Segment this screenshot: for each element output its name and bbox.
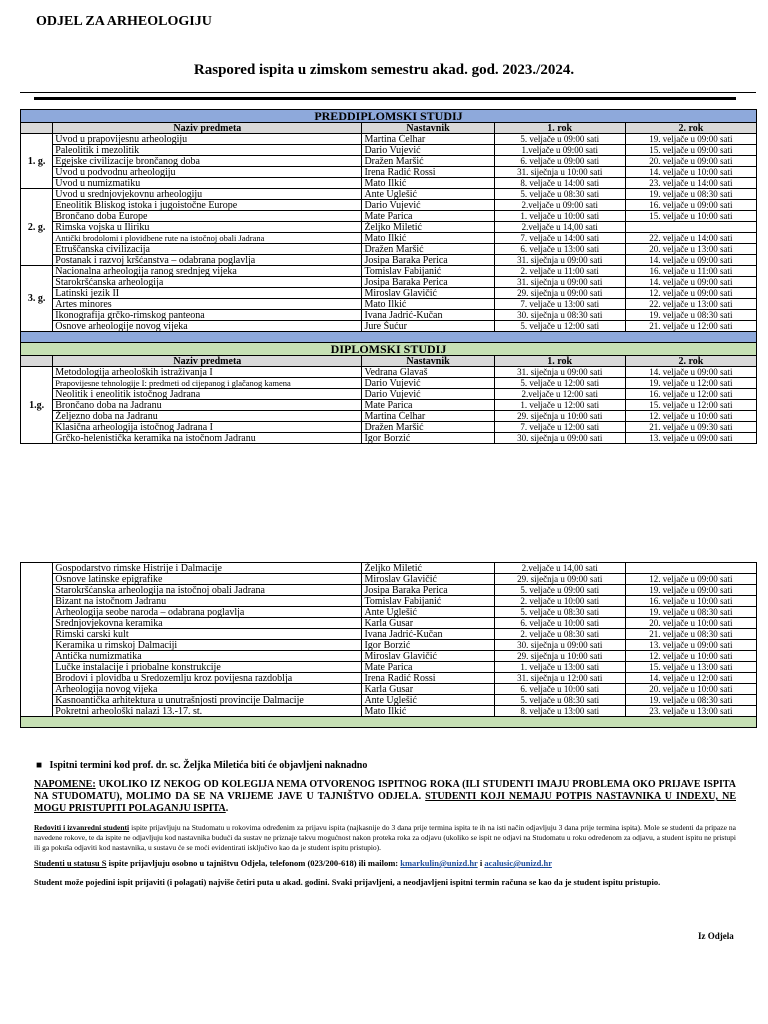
round1-cell: 29. siječnja u 10:00 sati bbox=[494, 411, 625, 422]
teacher-cell: Dražen Maršić bbox=[362, 422, 494, 433]
teacher-cell: Dario Vujević bbox=[362, 200, 494, 211]
round1-cell: 8. veljače u 13:00 sati bbox=[494, 706, 625, 717]
teacher-cell: Ante Uglešić bbox=[362, 607, 494, 618]
round1-cell: 31. siječnja u 09:00 sati bbox=[494, 277, 625, 288]
round2-cell: 20. veljače u 10:00 sati bbox=[625, 618, 756, 629]
signature: Iz Odjela bbox=[698, 931, 734, 941]
teacher-cell: Mato Ilkić bbox=[362, 299, 494, 310]
subject-cell: Rimski carski kult bbox=[53, 629, 362, 640]
round2-cell: 12. veljače u 09:00 sati bbox=[625, 288, 756, 299]
round2-cell: 14. veljače u 09:00 sati bbox=[625, 255, 756, 266]
table-row bbox=[21, 310, 757, 321]
round2-cell: 15. veljače u 13:00 sati bbox=[625, 662, 756, 673]
teacher-cell: Martina Čelhar bbox=[362, 134, 494, 145]
header-divider-thin bbox=[20, 92, 756, 93]
round1-cell: 7. veljače u 13:00 sati bbox=[494, 299, 625, 310]
subject-cell: Artes minores bbox=[53, 299, 362, 310]
round2-cell: 12. veljače u 10:00 sati bbox=[625, 651, 756, 662]
subject-cell: Osnove latinske epigrafike bbox=[53, 574, 362, 585]
round2-cell: 14. veljače u 09:00 sati bbox=[625, 277, 756, 288]
email-conjunction: i bbox=[477, 858, 485, 868]
round2-cell: 22. veljače u 13:00 sati bbox=[625, 299, 756, 310]
year-cell-empty bbox=[21, 563, 53, 717]
teacher-cell: Tomislav Fabijanić bbox=[362, 596, 494, 607]
teacher-cell: Mate Parica bbox=[362, 211, 494, 222]
round2-cell: 19. veljače u 08:30 sati bbox=[625, 695, 756, 706]
napomene-end: . bbox=[225, 803, 229, 814]
teacher-cell: Jure Šućur bbox=[362, 321, 494, 332]
round2-cell: 13. veljače u 09:00 sati bbox=[625, 433, 756, 444]
subject-cell: Uvod u prapovijesnu arheologiju bbox=[53, 134, 362, 145]
subject-cell: Etruščanska civilizacija bbox=[53, 244, 362, 255]
round2-cell: 20. veljače u 13:00 sati bbox=[625, 244, 756, 255]
teacher-cell: Dario Vujević bbox=[362, 378, 494, 389]
round1-cell: 5. veljače u 12:00 sati bbox=[494, 378, 625, 389]
teacher-cell: Miroslav Glavičić bbox=[362, 574, 494, 585]
round2-cell: 19. veljače u 12:00 sati bbox=[625, 378, 756, 389]
table-row bbox=[21, 266, 757, 277]
graduate-subject-column-header: Naziv predmeta bbox=[53, 356, 362, 367]
round1-cell: 6. veljače u 09:00 sati bbox=[494, 156, 625, 167]
round2-cell: 20. veljače u 10:00 sati bbox=[625, 684, 756, 695]
round1-cell: 5. veljače u 08:30 sati bbox=[494, 695, 625, 706]
status-s-text: ispite prijavljuju osobno u tajništvu Odjela, telefonom (023/200-618) ili mailom: bbox=[106, 858, 401, 868]
subject-cell: Rimska vojska u Iliriku bbox=[53, 222, 362, 233]
round1-cell: 31. siječnja u 09:00 sati bbox=[494, 367, 625, 378]
page-title: Raspored ispita u zimskom semestru akad. god. 2023./2024. bbox=[193, 62, 575, 78]
table-row bbox=[21, 411, 757, 422]
round2-cell: 21. veljače u 12:00 sati bbox=[625, 321, 756, 332]
teacher-cell: Tomislav Fabijanić bbox=[362, 266, 494, 277]
teacher-cell: Ante Uglešić bbox=[362, 695, 494, 706]
subject-cell: Prapovijesne tehnologije I: predmeti od cijepanog i glačanog kamena bbox=[53, 378, 362, 389]
year-label: 2. g. bbox=[21, 189, 53, 266]
round1-cell: 7. veljače u 12:00 sati bbox=[494, 422, 625, 433]
round1-cell: 5. veljače u 12:00 sati bbox=[494, 321, 625, 332]
table-row bbox=[21, 378, 757, 389]
teacher-cell: Dario Vujević bbox=[362, 389, 494, 400]
round1-cell: 6. veljače u 10:00 sati bbox=[494, 618, 625, 629]
table-row bbox=[21, 156, 757, 167]
graduate-teacher-column-header: Nastavnik bbox=[362, 356, 494, 367]
round1-cell: 1.veljače u 09:00 sati bbox=[494, 145, 625, 156]
undergrad-year-column-header bbox=[21, 123, 53, 134]
round2-cell: 15. veljače u 12:00 sati bbox=[625, 400, 756, 411]
subject-cell: Bizant na istočnom Jadranu bbox=[53, 596, 362, 607]
table-row bbox=[21, 706, 757, 717]
table-row bbox=[21, 640, 757, 651]
teacher-cell: Dražen Maršić bbox=[362, 244, 494, 255]
subject-cell: Kasnoantička arhitektura u unutrašnjosti provincije Dalmacije bbox=[53, 695, 362, 706]
subject-cell: Starokršćanska arheologija bbox=[53, 277, 362, 288]
subject-cell: Pokretni arheološki nalazi 13.-17. st. bbox=[53, 706, 362, 717]
table-row bbox=[21, 585, 757, 596]
round1-cell: 1. veljače u 12:00 sati bbox=[494, 400, 625, 411]
subject-cell: Arheologija seobe naroda – odabrana poglavlja bbox=[53, 607, 362, 618]
round2-cell: 14. veljače u 12:00 sati bbox=[625, 673, 756, 684]
table-row bbox=[21, 200, 757, 211]
subject-cell: Grčko-helenistička keramika na istočnom Jadranu bbox=[53, 433, 362, 444]
round2-cell: 16. veljače u 12:00 sati bbox=[625, 389, 756, 400]
email-link-2[interactable]: acalusic@unizd.hr bbox=[484, 858, 552, 868]
round2-cell bbox=[625, 563, 756, 574]
header-divider-thick bbox=[34, 97, 736, 100]
subject-cell: Brončano doba Europe bbox=[53, 211, 362, 222]
subject-cell: Neolitik i eneolitik istočnog Jadrana bbox=[53, 389, 362, 400]
table-row bbox=[21, 299, 757, 310]
napomene-block bbox=[34, 779, 736, 815]
subject-cell: Srednjovjekovna keramika bbox=[53, 618, 362, 629]
table-row bbox=[21, 563, 757, 574]
subject-cell: Lučke instalacije i priobalne konstrukcije bbox=[53, 662, 362, 673]
table-row bbox=[21, 400, 757, 411]
table-row bbox=[21, 684, 757, 695]
subject-cell: Antička numizmatika bbox=[53, 651, 362, 662]
table-row bbox=[21, 662, 757, 673]
subject-cell: Brončano doba na Jadranu bbox=[53, 400, 362, 411]
round2-cell: 21. veljače u 08:30 sati bbox=[625, 629, 756, 640]
table-row bbox=[21, 618, 757, 629]
teacher-cell: Vedrana Glavaš bbox=[362, 367, 494, 378]
teacher-cell: Igor Borzić bbox=[362, 433, 494, 444]
teacher-cell: Ante Uglešić bbox=[362, 189, 494, 200]
round2-cell: 19. veljače u 08:30 sati bbox=[625, 310, 756, 321]
section-separator bbox=[21, 332, 757, 343]
round1-cell: 2. veljače u 11:00 sati bbox=[494, 266, 625, 277]
round2-cell: 16. veljače u 11:00 sati bbox=[625, 266, 756, 277]
round1-cell: 6. veljače u 13:00 sati bbox=[494, 244, 625, 255]
subject-cell: Klasična arheologija istočnog Jadrana I bbox=[53, 422, 362, 433]
round2-cell: 21. veljače u 09:30 sati bbox=[625, 422, 756, 433]
subject-cell: Uvod u podvodnu arheologiju bbox=[53, 167, 362, 178]
teacher-cell: Josipa Baraka Perica bbox=[362, 255, 494, 266]
table-row bbox=[21, 321, 757, 332]
graduate-round2-column-header: 2. rok bbox=[625, 356, 756, 367]
round2-cell bbox=[625, 222, 756, 233]
round1-cell: 29. siječnja u 09:00 sati bbox=[494, 288, 625, 299]
round1-cell: 2. veljače u 10:00 sati bbox=[494, 596, 625, 607]
round1-cell: 30. siječnja u 09:00 sati bbox=[494, 640, 625, 651]
round2-cell: 13. veljače u 09:00 sati bbox=[625, 640, 756, 651]
registration-paragraph bbox=[34, 823, 736, 853]
subject-cell: Starokršćanska arheologija na istočnoj obali Jadrana bbox=[53, 585, 362, 596]
electives-table bbox=[20, 562, 757, 728]
bullet-note bbox=[36, 760, 367, 771]
table-row bbox=[21, 695, 757, 706]
table-row bbox=[21, 178, 757, 189]
table-row bbox=[21, 167, 757, 178]
table-row bbox=[21, 145, 757, 156]
teacher-cell: Mate Parica bbox=[362, 400, 494, 411]
napomene-label: NAPOMENE: bbox=[34, 779, 96, 790]
round1-cell: 31. siječnja u 09:00 sati bbox=[494, 255, 625, 266]
round2-cell: 19. veljače u 09:00 sati bbox=[625, 134, 756, 145]
table-row bbox=[21, 607, 757, 618]
subject-cell: Ikonografija grčko-rimskog panteona bbox=[53, 310, 362, 321]
round1-cell: 29. siječnja u 09:00 sati bbox=[494, 574, 625, 585]
table-row bbox=[21, 389, 757, 400]
subject-cell: Paleolitik i mezolitik bbox=[53, 145, 362, 156]
round1-cell: 2. veljače u 08:30 sati bbox=[494, 629, 625, 640]
round2-cell: 19. veljače u 09:00 sati bbox=[625, 585, 756, 596]
undergrad-round1-column-header: 1. rok bbox=[494, 123, 625, 134]
teacher-cell: Karla Gusar bbox=[362, 684, 494, 695]
teacher-cell: Željko Miletić bbox=[362, 563, 494, 574]
napomene-text: UKOLIKO IZ NEKOG OD KOLEGIJA NEMA OTVORENOG ISPITNOG ROKA (ILI STUDENTI IMAJU PROBLEMA OKO PRIJAVE ISPITA NA STUDOMATU), MOLIMO DA SE NA VRIJEME JAVE U TAJNIŠTVO ODJELA. bbox=[34, 779, 736, 802]
round2-cell: 23. veljače u 13:00 sati bbox=[625, 706, 756, 717]
round1-cell: 30. siječnja u 09:00 sati bbox=[494, 433, 625, 444]
teacher-cell: Karla Gusar bbox=[362, 618, 494, 629]
round1-cell: 5. veljače u 08:30 sati bbox=[494, 189, 625, 200]
department-name: ODJEL ZA ARHEOLOGIJU bbox=[36, 14, 212, 29]
subject-cell: Keramika u rimskoj Dalmaciji bbox=[53, 640, 362, 651]
round1-cell: 31. siječnja u 10:00 sati bbox=[494, 167, 625, 178]
table-row bbox=[21, 673, 757, 684]
table-row bbox=[21, 277, 757, 288]
table-row bbox=[21, 244, 757, 255]
subject-cell: Latinski jezik II bbox=[53, 288, 362, 299]
subject-cell: Brodovi i plovidba u Sredozemlju kroz povijesna razdoblja bbox=[53, 673, 362, 684]
round2-cell: 16. veljače u 09:00 sati bbox=[625, 200, 756, 211]
teacher-cell: Martina Čelhar bbox=[362, 411, 494, 422]
napomene-warning: STUDENTI KOJI NEMAJU POTPIS NASTAVNIKA U INDEXU, NE MOGU PRISTUPITI POLAGANJU ISPITA bbox=[34, 791, 736, 814]
exam-schedule-table bbox=[20, 109, 757, 444]
round1-cell: 2.veljače u 14,00 sati bbox=[494, 563, 625, 574]
teacher-cell: Mato Ilkić bbox=[362, 178, 494, 189]
round2-cell: 16. veljače u 10:00 sati bbox=[625, 596, 756, 607]
subject-cell: Antički brodolomi i plovidbene rute na istočnoj obali Jadrana bbox=[53, 233, 362, 244]
status-s-label: Studenti u statusu S bbox=[34, 858, 107, 868]
round1-cell: 31. siječnja u 12:00 sati bbox=[494, 673, 625, 684]
subject-cell: Nacionalna arheologija ranog srednjeg vijeka bbox=[53, 266, 362, 277]
teacher-cell: Josipa Baraka Perica bbox=[362, 277, 494, 288]
graduate-round1-column-header: 1. rok bbox=[494, 356, 625, 367]
round2-cell: 23. veljače u 14:00 sati bbox=[625, 178, 756, 189]
teacher-cell: Dražen Maršić bbox=[362, 156, 494, 167]
teacher-cell: Mato Ilkić bbox=[362, 706, 494, 717]
round1-cell: 6. veljače u 10:00 sati bbox=[494, 684, 625, 695]
registration-text: ispite prijavljuju na Studomatu u rokovima određenim za prijavu ispita (najkasnije do 3 dana prije termina ispita te ih na isti način odjavljuju 3 dana prije termina ispita). Mole se studenti da pripaze na navedene rokove, te da ispite ne odjavljuju kod nastavnika budući da sustav ne priznaje takvu mogućnost nakon proteka roka za odjavu (ukoliko se ispit ne odjavi na Studomatu u roku određenom za odjavu, a student ispitu ne pristupi ili ga pokuša odjaviti kod nastavnika, u sustavu će se moći evidentirati isključivo kao da je student ispitu pristupio). bbox=[34, 823, 736, 852]
section-heading-graduate: DIPLOMSKI STUDIJ bbox=[21, 343, 757, 356]
section-heading-undergraduate: PREDDIPLOMSKI STUDIJ bbox=[21, 110, 757, 123]
teacher-cell: Ivana Jadrić-Kučan bbox=[362, 310, 494, 321]
round2-cell: 22. veljače u 14:00 sati bbox=[625, 233, 756, 244]
undergrad-round2-column-header: 2. rok bbox=[625, 123, 756, 134]
table-row bbox=[21, 629, 757, 640]
round2-cell: 15. veljače u 09:00 sati bbox=[625, 145, 756, 156]
round2-cell: 15. veljače u 10:00 sati bbox=[625, 211, 756, 222]
table-row bbox=[21, 189, 757, 200]
teacher-cell: Mate Parica bbox=[362, 662, 494, 673]
table-row bbox=[21, 211, 757, 222]
table-row bbox=[21, 433, 757, 444]
table-row bbox=[21, 255, 757, 266]
teacher-cell: Dario Vujević bbox=[362, 145, 494, 156]
round2-cell: 19. veljače u 08:30 sati bbox=[625, 607, 756, 618]
round1-cell: 8. veljače u 14:00 sati bbox=[494, 178, 625, 189]
teacher-cell: Irena Radić Rossi bbox=[362, 673, 494, 684]
table-row bbox=[21, 574, 757, 585]
section-separator-bottom bbox=[21, 717, 757, 728]
graduate-year-column-header bbox=[21, 356, 53, 367]
attempts-paragraph: Student može pojedini ispit prijaviti (i polagati) najviše četiri puta u akad. godini. Svaki prijavljeni, a neodjavljeni ispitni termin računa se kao da je student ispitu pristupio. bbox=[34, 877, 661, 887]
round2-cell: 14. veljače u 10:00 sati bbox=[625, 167, 756, 178]
undergrad-teacher-column-header: Nastavnik bbox=[362, 123, 494, 134]
status-s-paragraph bbox=[34, 858, 736, 868]
year-label: 1.g. bbox=[21, 367, 53, 444]
table-row bbox=[21, 422, 757, 433]
round1-cell: 5. veljače u 08:30 sati bbox=[494, 607, 625, 618]
subject-cell: Eneolitik Bliskog istoka i jugoistočne Europe bbox=[53, 200, 362, 211]
round2-cell: 14. veljače u 09:00 sati bbox=[625, 367, 756, 378]
teacher-cell: Irena Radić Rossi bbox=[362, 167, 494, 178]
table-row bbox=[21, 288, 757, 299]
table-row bbox=[21, 651, 757, 662]
round1-cell: 30. siječnja u 08:30 sati bbox=[494, 310, 625, 321]
subject-cell: Uvod u srednjovjekovnu arheologiju bbox=[53, 189, 362, 200]
teacher-cell: Miroslav Glavičić bbox=[362, 651, 494, 662]
registration-label: Redoviti i izvanredni studenti bbox=[34, 823, 130, 832]
round1-cell: 29. siječnja u 10:00 sati bbox=[494, 651, 625, 662]
subject-cell: Željezno doba na Jadranu bbox=[53, 411, 362, 422]
year-label: 3. g. bbox=[21, 266, 53, 332]
round1-cell: 1. veljače u 13:00 sati bbox=[494, 662, 625, 673]
year-label: 1. g. bbox=[21, 134, 53, 189]
teacher-cell: Mato Ilkić bbox=[362, 233, 494, 244]
round2-cell: 20. veljače u 09:00 sati bbox=[625, 156, 756, 167]
subject-cell: Osnove arheologije novog vijeka bbox=[53, 321, 362, 332]
round2-cell: 12. veljače u 10:00 sati bbox=[625, 411, 756, 422]
table-row bbox=[21, 596, 757, 607]
email-link-1[interactable]: kmarkulin@unizd.hr bbox=[400, 858, 478, 868]
table-row bbox=[21, 134, 757, 145]
round2-cell: 19. veljače u 08:30 sati bbox=[625, 189, 756, 200]
subject-cell: Metodologija arheoloških istraživanja I bbox=[53, 367, 362, 378]
round2-cell: 12. veljače u 09:00 sati bbox=[625, 574, 756, 585]
table-row bbox=[21, 233, 757, 244]
round1-cell: 5. veljače u 09:00 sati bbox=[494, 585, 625, 596]
table-row bbox=[21, 222, 757, 233]
subject-cell: Uvod u numizmatiku bbox=[53, 178, 362, 189]
round1-cell: 1. veljače u 10:00 sati bbox=[494, 211, 625, 222]
bullet-note-text: Ispitni termini kod prof. dr. sc. Željka Miletića biti će objavljeni naknadno bbox=[49, 760, 368, 771]
bullet-icon: ■ bbox=[36, 760, 50, 771]
round1-cell: 2.veljače u 09:00 sati bbox=[494, 200, 625, 211]
round1-cell: 5. veljače u 09:00 sati bbox=[494, 134, 625, 145]
subject-cell: Gospodarstvo rimske Histrije i Dalmacije bbox=[53, 563, 362, 574]
teacher-cell: Josipa Baraka Perica bbox=[362, 585, 494, 596]
teacher-cell: Željko Miletić bbox=[362, 222, 494, 233]
subject-cell: Postanak i razvoj kršćanstva – odabrana poglavlja bbox=[53, 255, 362, 266]
subject-cell: Arheologija novog vijeka bbox=[53, 684, 362, 695]
round1-cell: 7. veljače u 14:00 sati bbox=[494, 233, 625, 244]
subject-cell: Egejske civilizacije brončanog doba bbox=[53, 156, 362, 167]
teacher-cell: Ivana Jadrić-Kučan bbox=[362, 629, 494, 640]
table-row bbox=[21, 367, 757, 378]
round1-cell: 2.veljače u 14,00 sati bbox=[494, 222, 625, 233]
teacher-cell: Igor Borzić bbox=[362, 640, 494, 651]
undergrad-subject-column-header: Naziv predmeta bbox=[53, 123, 362, 134]
teacher-cell: Miroslav Glavičić bbox=[362, 288, 494, 299]
round1-cell: 2.veljače u 12:00 sati bbox=[494, 389, 625, 400]
